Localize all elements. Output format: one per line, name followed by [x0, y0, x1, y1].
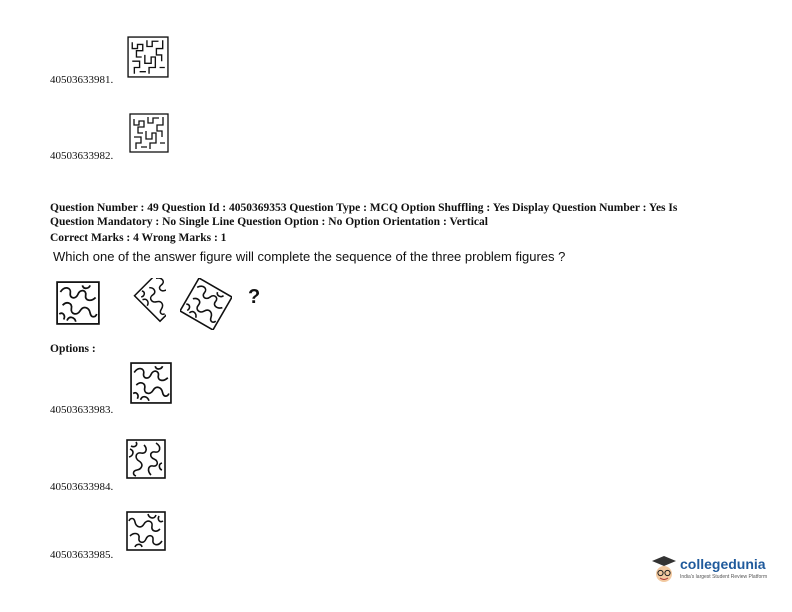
- logo-name: collegedunia: [680, 556, 766, 572]
- previous-option-2-id: 40503633982.: [50, 150, 114, 162]
- puzzle-figure-icon: [114, 278, 166, 330]
- question-meta-line-1: Question Number : 49 Question Id : 4050369353 Question Type : MCQ Option Shuffling : Yes Display Question Number : Yes Is: [50, 202, 678, 214]
- puzzle-figure-icon: [180, 278, 232, 330]
- puzzle-figure-icon: [126, 511, 168, 553]
- options-label: Options :: [50, 343, 96, 355]
- previous-option-1-id: 40503633981.: [50, 74, 114, 86]
- collegedunia-logo: [650, 552, 780, 592]
- problem-figure-3: [180, 278, 232, 330]
- option-3-id: 40503633985.: [50, 549, 114, 561]
- mascot-icon: [650, 554, 678, 586]
- question-text: Which one of the answer figure will complete the sequence of the three problem figures ?: [53, 249, 566, 264]
- question-meta-line-2: Question Mandatory : No Single Line Question Option : No Option Orientation : Vertical: [50, 216, 488, 228]
- puzzle-figure-icon: [130, 362, 172, 404]
- question-marks: Correct Marks : 4 Wrong Marks : 1: [50, 232, 227, 244]
- option-1-id: 40503633983.: [50, 404, 114, 416]
- puzzle-figure-icon: [56, 281, 100, 325]
- previous-option-2-figure: [128, 113, 170, 153]
- option-1-figure[interactable]: [130, 362, 172, 404]
- problem-figure-2: [114, 278, 166, 330]
- previous-option-1-figure: [127, 36, 169, 78]
- puzzle-figure-icon: [126, 439, 168, 481]
- option-2-id: 40503633984.: [50, 481, 114, 493]
- maze-figure-icon: [127, 36, 169, 78]
- logo-tagline: India's largest Student Review Platform: [680, 574, 768, 580]
- problem-figure-1: [56, 281, 100, 325]
- missing-figure-mark: ?: [248, 286, 261, 308]
- option-3-figure[interactable]: [126, 511, 168, 553]
- option-2-figure[interactable]: [126, 439, 168, 481]
- maze-figure-icon: [128, 113, 170, 153]
